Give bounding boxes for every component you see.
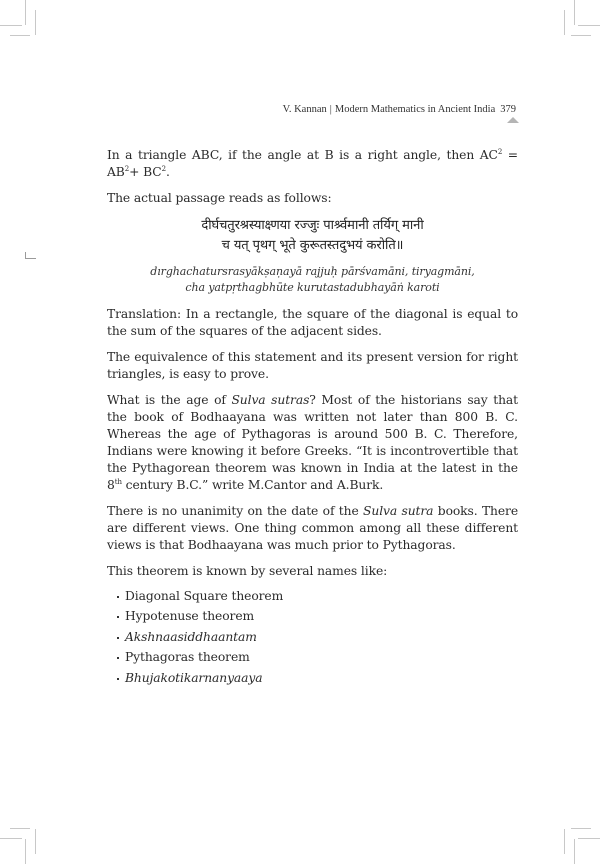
paragraph-passage-intro: The actual passage reads as follows: [107,191,332,205]
page-number: 379 [500,104,516,115]
crop-mark [578,838,600,839]
transliteration-line-2: cha yatpṛthagbhūte kurutastadubhayāṅ karoti [185,281,440,294]
sanskrit-line-2: च यत् पृथग् भूते कुरूतस्तदुभयं करोति॥ [221,238,404,253]
crop-mark [25,839,26,864]
crop-mark [35,829,36,854]
transliteration-line-1: dırghachatursrasyākṣaṇayā rajjuḥ pārśvamāni, tiryagmāni, [150,265,475,278]
list-item: Hypotenuse theorem [117,608,518,625]
margin-mark [25,252,36,259]
paragraph-translation: Translation: In a rectangle, the square of the diagonal is equal to the sum of the squares of the adjacent sides. [107,307,518,338]
crop-mark [0,838,22,839]
crop-mark [574,0,575,25]
paragraph-equivalence: The equivalence of this statement and its present version for right triangles, is easy to prove. [107,350,518,381]
transliteration [107,264,518,296]
crop-mark [564,829,565,854]
paragraph-unanimity: There is no unanimity on the date of the Sulva sutra books. There are different views. One thing common among all these different views is that Bodhaayana was much prior to Pythagoras. [107,504,519,552]
list-item: Diagonal Square theorem [117,588,518,605]
crop-mark [571,828,591,829]
sanskrit-verse [107,216,518,256]
list-item: Pythagoras theorem [117,649,518,666]
paragraph-pythagoras-statement: In a triangle ABC, if the angle at B is a right angle, then $AC^2 = AB^2+ BC^2$. [107,148,518,179]
paragraph-age-of-sulva-sutras: What is the age of Sulva sutras? Most of the historians say that the book of Bodhaayana was written not later than 800 B. C. Whereas the age of Pythagoras is around 500 B. C. Therefore, Indians were knowing it before Greeks. “It is incontrovertible that the Pythagorean theorem was known in India at the latest in the 8th century B.C.” write M.Cantor and A.Burk. [107,393,518,492]
crop-mark [571,35,591,36]
page-marker-triangle-icon [507,117,519,123]
theorem-names-list [107,588,518,687]
crop-mark [10,828,30,829]
crop-mark [25,0,26,25]
crop-mark [10,35,30,36]
page-body [107,147,518,690]
crop-mark [564,10,565,35]
header-separator: | [329,104,332,115]
sanskrit-line-1: दीर्घचतुरश्रस्याक्ष्णया रज्जुः पार्श्र्वमानी तर्यिग् मानी [201,218,424,233]
paragraph-names-intro: This theorem is known by several names like: [107,564,388,578]
crop-mark [0,25,22,26]
header-title: Modern Mathematics in Ancient India [334,104,496,115]
crop-mark [574,839,575,864]
crop-mark [35,10,36,35]
crop-mark [578,25,600,26]
list-item: Akshnaasiddhaantam [117,629,518,646]
list-item: Bhujakotikarnanyaaya [117,670,518,687]
running-header [283,104,516,115]
header-author: V. Kannan [282,104,327,115]
